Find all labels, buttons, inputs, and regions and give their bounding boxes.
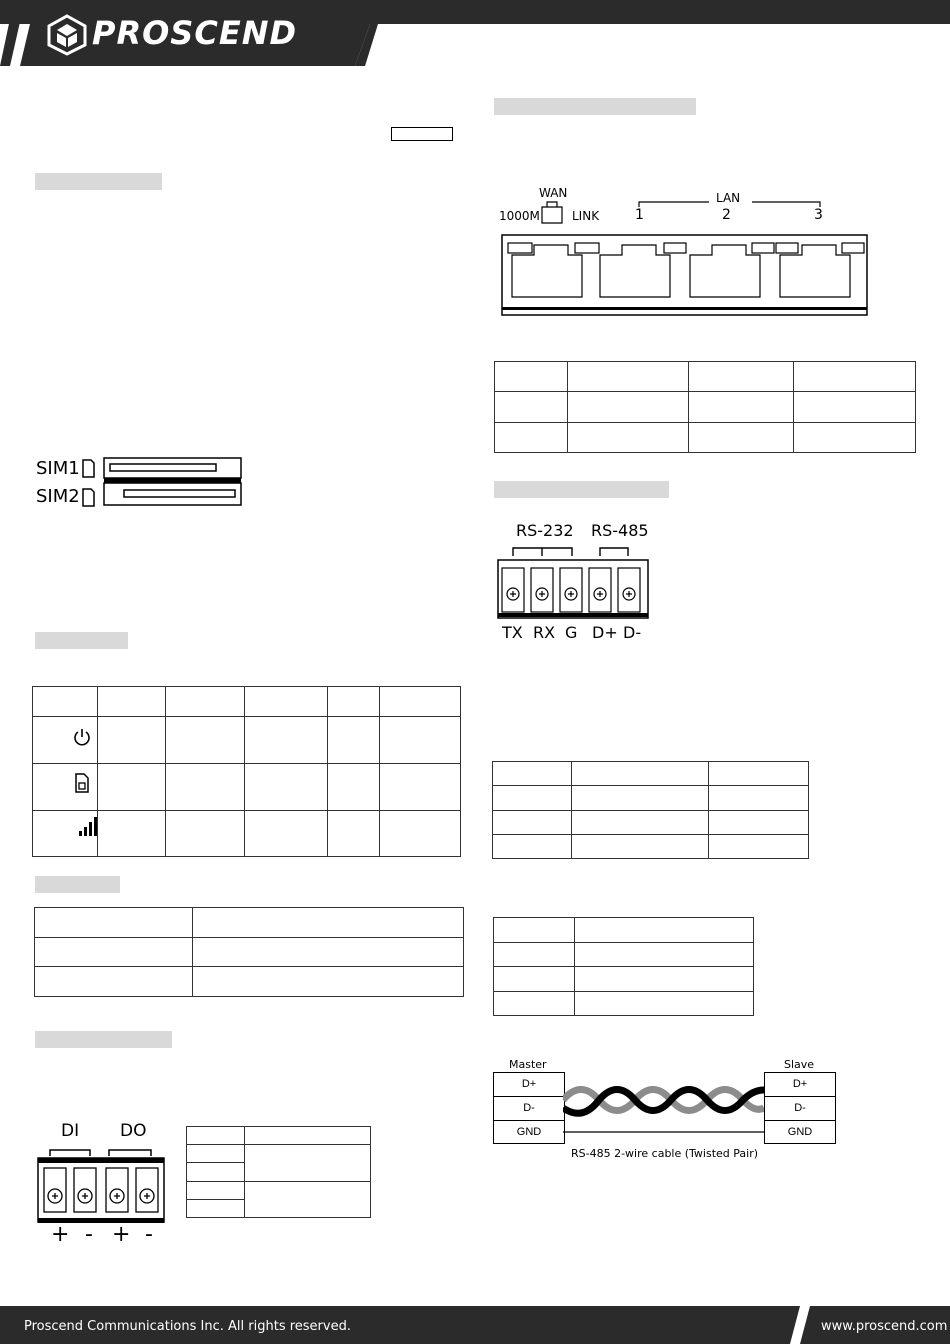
rs232-group-label: RS-232 [516,521,574,540]
serial-pin-label: D+ [592,623,618,642]
slave-pin-gnd: GND [787,1126,813,1138]
lan-port-2-label: 2 [722,207,731,223]
lan-port-1-label: 1 [635,207,644,223]
slave-pin-d-minus: D- [765,1097,835,1121]
slave-label: Slave [784,1058,815,1071]
ethernet-port-icon [542,202,562,223]
slave-pin-d-plus: D+ [765,1073,835,1097]
reset-button-table [34,907,464,997]
dio-pin-label: + [112,1222,131,1247]
slave-pin-box [764,1072,836,1144]
serial-pin-label: D- [623,623,642,642]
table-row [494,918,754,943]
brand-wordmark: PROSCEND [92,14,298,52]
serial-pin-label: TX [502,623,523,642]
dio-pin-label: - [145,1222,153,1247]
sim-slots-diagram [80,456,245,511]
table-row [187,1181,371,1199]
footer-copyright: Proscend Communications Inc. All rights reserved. [24,1319,351,1334]
table-row [493,786,809,810]
table-row [493,834,809,858]
table-row [35,967,464,997]
cable-caption: RS-485 2-wire cable (Twisted Pair) [571,1147,759,1160]
table-row [494,967,754,992]
rs485-group-label: RS-485 [591,521,649,540]
twisted-pair-cable [563,1078,764,1140]
rs232-pin-table [492,761,809,859]
sim1-card-icon [83,460,94,477]
section-bar-led [35,632,128,649]
wan-label: WAN [539,186,568,200]
table-row [187,1145,371,1163]
signal-bars-icon [78,815,98,837]
sim-card-icon [74,773,90,793]
table-row [33,717,461,764]
sim2-card-icon [83,489,94,506]
master-pin-d-plus: D+ [494,1073,564,1097]
table-row [187,1127,371,1145]
dio-terminal-block [36,1140,170,1226]
table-row [495,392,916,422]
table-row [495,362,916,392]
sim1-label: SIM1 [36,458,80,479]
serial-terminal-block [496,540,656,622]
dio-pin-label: - [85,1222,93,1247]
master-pin-d-minus: D- [494,1097,564,1121]
table-row [493,810,809,834]
rs485-pin-table [493,917,754,1016]
power-icon [72,727,92,747]
ethernet-led-table [494,361,916,453]
dio-pin-table [186,1126,371,1218]
di-group-label: DI [61,1121,80,1141]
lan-port-3-label: 3 [814,207,823,223]
lan-label: LAN [716,191,741,205]
table-row [33,764,461,811]
section-bar-serial [494,481,669,498]
section-bar-button [35,876,120,893]
table-row [495,422,916,452]
section-bar-ethernet [494,98,696,115]
link-led-label: LINK [572,209,600,223]
serial-pin-label: RX [533,623,556,642]
serial-pin-label: G [565,623,578,642]
sim2-label: SIM2 [36,486,80,507]
footer-website-link[interactable]: www.proscend.com [821,1319,948,1334]
master-pin-box [493,1072,565,1144]
table-row [35,937,464,967]
empty-label-box [391,127,453,141]
do-group-label: DO [120,1121,147,1141]
proscend-cube-logo-icon [46,14,88,56]
master-pin-gnd: GND [516,1126,542,1138]
section-bar-sim [35,173,162,190]
dio-pin-label: + [51,1222,70,1247]
table-row [493,762,809,786]
ethernet-ports-diagram [500,195,870,320]
section-bar-dio [35,1031,172,1048]
table-row [494,991,754,1016]
speed-led-label: 1000M [499,209,540,223]
table-row [35,908,464,938]
table-row [494,942,754,967]
master-label: Master [509,1058,547,1071]
